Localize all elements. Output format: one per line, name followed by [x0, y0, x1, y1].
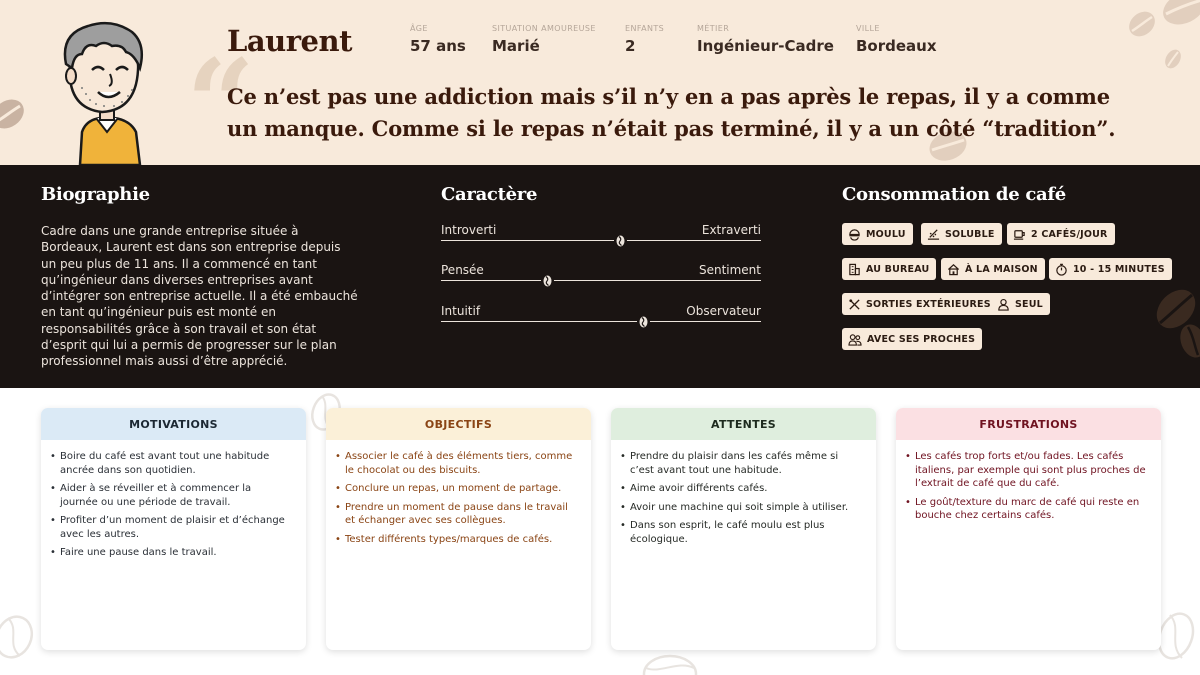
expectations-card	[611, 408, 876, 650]
list-item: • Aime avoir différents cafés.	[629, 482, 862, 496]
list-item: • Conclure un repas, un moment de partage.	[344, 482, 577, 496]
card-title: MOTIVATIONS	[41, 408, 306, 440]
info-value: Ingénieur-Cadre	[697, 37, 834, 55]
card-list	[41, 440, 306, 560]
list-item: • Le goût/texture du marc de café qui reste en bouche chez certains cafés.	[914, 496, 1147, 523]
quote-mark-icon: “	[186, 33, 256, 165]
card-title: OBJECTIFS	[326, 408, 591, 440]
cup-icon	[1013, 228, 1026, 241]
tag-label: 2 CAFÉS/JOUR	[1031, 228, 1108, 240]
tag-label: SEUL	[1015, 298, 1043, 310]
tag-outings	[842, 293, 998, 315]
info-relationship	[492, 24, 596, 55]
card-list	[611, 440, 876, 546]
tag-label: À LA MAISON	[965, 263, 1038, 275]
house-icon	[947, 263, 960, 276]
person-icon	[997, 298, 1010, 311]
biography-title: Biographie	[41, 184, 150, 205]
objectives-card	[326, 408, 591, 650]
tag-alone	[991, 293, 1050, 315]
trait-bean-marker-icon	[541, 274, 554, 287]
trait-bean-marker-icon	[637, 315, 650, 328]
coffee-bean-icon	[0, 92, 30, 136]
trait-right-label: Extraverti	[701, 223, 761, 237]
info-value: 2	[625, 37, 636, 55]
cutlery-icon	[848, 298, 861, 311]
trait-slider-intuitive-observer	[441, 304, 761, 328]
list-item: • Faire une pause dans le travail.	[59, 546, 292, 560]
trait-left-label: Pensée	[441, 263, 484, 277]
list-item: • Les cafés trop forts et/ou fades. Les cafés italiens, par exemple qui sont plus proches de l’extrait de café que du café.	[914, 450, 1147, 491]
frustrations-card	[896, 408, 1161, 650]
info-children	[625, 24, 664, 55]
trait-track	[441, 280, 761, 281]
character-title: Caractère	[441, 184, 538, 205]
list-item: • Tester différents types/marques de cafés.	[344, 533, 577, 547]
tag-home	[941, 258, 1045, 280]
info-city	[856, 24, 937, 55]
persona-quote: Ce n’est pas une addiction mais s’il n’y en a pas après le repas, il y a comme un manque. Comme si le repas n’était pas terminé, il y a un côté “tradition”.	[227, 84, 1116, 141]
coffee-bean-icon	[1158, 0, 1200, 32]
info-job	[697, 24, 834, 55]
coffee-bean-icon	[1160, 46, 1186, 72]
tag-label: 10 - 15 MINUTES	[1073, 263, 1165, 275]
card-title: ATTENTES	[611, 408, 876, 440]
tag-duration	[1049, 258, 1172, 280]
trait-track	[441, 240, 761, 241]
consumption-title: Consommation de café	[842, 184, 1066, 205]
motivations-card	[41, 408, 306, 650]
tag-label: SOLUBLE	[945, 228, 995, 240]
list-item: • Associer le café à des éléments tiers, comme le chocolat ou des biscuits.	[344, 450, 577, 477]
tag-label: AU BUREAU	[866, 263, 930, 275]
grinder-icon	[848, 228, 861, 241]
info-label: ÂGE	[410, 24, 428, 33]
info-label: VILLE	[856, 24, 880, 33]
list-item: • Aider à se réveiller et à commencer la journée ou une période de travail.	[59, 482, 292, 509]
avatar	[52, 14, 162, 165]
info-label: SITUATION AMOUREUSE	[492, 24, 596, 33]
trait-bean-marker-icon	[614, 234, 627, 247]
list-item: • Dans son esprit, le café moulu est plus écologique.	[629, 519, 862, 546]
tag-cups-per-day	[1007, 223, 1115, 245]
coffee-bean-icon	[1124, 6, 1160, 42]
coffee-bean-icon	[1176, 321, 1200, 361]
persona-name: Laurent	[227, 24, 352, 58]
info-value: 57 ans	[410, 37, 466, 55]
card-list	[896, 440, 1161, 523]
trait-slider-thinking-feeling	[441, 263, 761, 287]
info-label: MÉTIER	[697, 24, 730, 33]
list-item: • Boire du café est avant tout une habitude ancrée dans son quotidien.	[59, 450, 292, 477]
coffee-bean-icon	[0, 612, 38, 662]
persona-header	[0, 0, 1200, 165]
info-age	[410, 24, 466, 55]
list-item: • Prendre un moment de pause dans le travail et échanger avec ses collègues.	[344, 501, 577, 528]
stopwatch-icon	[1055, 263, 1068, 276]
trait-left-label: Intuitif	[441, 304, 481, 318]
people-icon	[848, 333, 862, 346]
trait-left-label: Introverti	[441, 223, 497, 237]
tag-ground	[842, 223, 913, 245]
info-value: Marié	[492, 37, 540, 55]
tag-with-relatives	[842, 328, 982, 350]
card-title: FRUSTRATIONS	[896, 408, 1161, 440]
tag-soluble	[921, 223, 1002, 245]
details-band	[0, 165, 1200, 388]
soluble-icon	[927, 228, 940, 241]
tag-label: MOULU	[866, 228, 906, 240]
trait-right-label: Sentiment	[698, 263, 761, 277]
trait-track	[441, 321, 761, 322]
trait-right-label: Observateur	[686, 304, 761, 318]
office-building-icon	[848, 263, 861, 276]
list-item: • Prendre du plaisir dans les cafés même si c’est avant tout une habitude.	[629, 450, 862, 477]
trait-slider-introvert-extravert	[441, 223, 761, 247]
info-label: ENFANTS	[625, 24, 665, 33]
tag-label: AVEC SES PROCHES	[867, 333, 976, 345]
tag-office	[842, 258, 936, 280]
card-list	[326, 440, 591, 546]
info-value: Bordeaux	[856, 37, 937, 55]
list-item: • Profiter d’un moment de plaisir et d’échange avec les autres.	[59, 514, 292, 541]
list-item: • Avoir une machine qui soit simple à utiliser.	[629, 501, 862, 515]
tag-label: SORTIES EXTÉRIEURES	[866, 298, 991, 310]
biography-text: Cadre dans une grande entreprise située à Bordeaux, Laurent est dans son entreprise depuis un peu plus de 11 ans. Il a commencé en tant qu’ingénieur dans diverses entreprises avant d’intégrer son entreprise actuelle. Il a été embauché en tant qu’ingénieur puis est monté en responsabilités grâce à son travail et son état d’esprit qui lui a permis de progresser sur le plan professionnel mais aussi d’être apprécié.	[41, 224, 358, 369]
